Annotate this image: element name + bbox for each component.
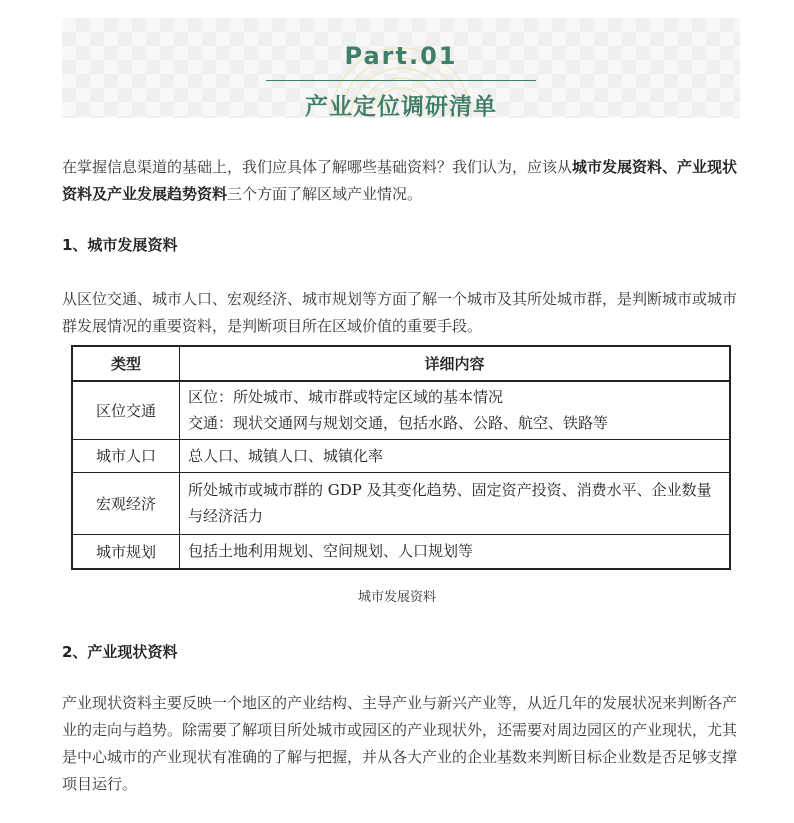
- detail-line: 区位：所处城市、城市群或特定区域的基本情况: [188, 388, 504, 407]
- intro-text-end: 三个方面了解区域产业情况。: [227, 185, 423, 203]
- page-title: 产业定位调研清单: [305, 94, 497, 118]
- intro-text-start: 在掌握信息渠道的基础上，我们应具体了解哪些基础资料？我们认为，应该从: [62, 158, 573, 176]
- table-cell-detail: [180, 381, 731, 439]
- table-row: [72, 439, 730, 472]
- table-row: [72, 534, 730, 569]
- table-caption: 城市发展资料: [357, 590, 436, 605]
- table-cell-type: 城市规划: [72, 534, 180, 569]
- table-row: [72, 381, 730, 439]
- city-development-table: [71, 345, 731, 570]
- detail-line: 包括土地利用规划、空间规划、人口规划等: [188, 542, 474, 561]
- banner-divider: [266, 80, 536, 81]
- intro-bold-text: 城市发展资料、产业现状资料及产业发展趋势资料: [62, 158, 738, 203]
- table-cell-type: 宏观经济: [72, 472, 180, 534]
- detail-line: 总人口、城镇人口、城镇化率: [188, 446, 384, 465]
- table-cell-detail: [180, 439, 731, 472]
- table-cell-type: 区位交通: [72, 381, 180, 439]
- detail-line: 交通：现状交通网与规划交通，包括水路、公路、航空、铁路等: [188, 414, 609, 433]
- section1-paragraph: 从区位交通、城市人口、宏观经济、城市规划等方面了解一个城市及其所处城市群，是判断城市或城市群发展情况的重要资料，是判断项目所在区域价值的重要手段。: [62, 290, 738, 335]
- section2-heading: 2、产业现状资料: [62, 643, 178, 661]
- section1-heading: 1、城市发展资料: [62, 236, 178, 254]
- intro-paragraph: [62, 154, 742, 208]
- table-header-detail: 详细内容: [180, 346, 731, 381]
- table-cell-type: 城市人口: [72, 439, 180, 472]
- table-row: [72, 472, 730, 534]
- detail-line: 所处城市或城市群的 GDP 及其变化趋势、固定资产投资、消费水平、企业数量与经济活力: [188, 481, 712, 525]
- table-cell-detail: [180, 534, 731, 569]
- table-header-row: [72, 346, 730, 381]
- part-label: Part.01: [344, 42, 458, 70]
- table-header-type: 类型: [72, 346, 180, 381]
- table-cell-detail: [180, 472, 731, 534]
- section-banner: [62, 18, 740, 118]
- section2-paragraph: 产业现状资料主要反映一个地区的产业结构、主导产业与新兴产业等，从近几年的发展状况来判断各产业的走向与趋势。除需要了解项目所处城市或园区的产业现状外，还需要对周边园区的产业现状，尤其是中心城市的产业现状有准确的了解与把握，并从各大产业的企业基数来判断目标企业数是否足够支撑项目运行。: [62, 694, 738, 793]
